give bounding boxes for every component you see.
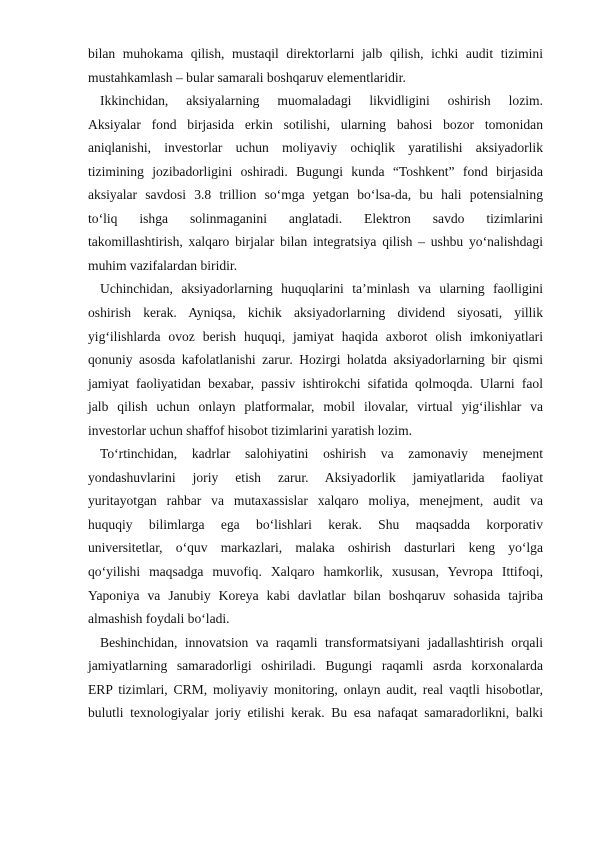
text-line: jamiyat faoliyatidan bexabar, passiv ishtirokchi sifatida qolmoqda. Ularni faol [88, 375, 543, 391]
text-line: aksiyalar savdosi 3.8 trillion so‘mga yetgan bo‘lsa-da, bu hali potensialning [88, 187, 543, 203]
text-line: jamiyatlarning samaradorligi oshiriladi. Bugungi raqamli asrda korxonalarda [88, 658, 543, 674]
text-line: qo‘yilishi maqsadga muvofiq. Xalqaro hamkorlik, xususan, Yevropa Ittifoqi, [88, 564, 543, 580]
text-line: oshirish kerak. Ayniqsa, kichik aksiyadorlarning dividend siyosati, yillik [88, 305, 543, 321]
text-line: Yaponiya va Janubiy Koreya kabi davlatlar bilan boshqaruv sohasida tajriba [88, 587, 543, 603]
text-line: huquqiy bilimlarga ega bo‘lishlari kerak. Shu maqsadda korporativ [88, 516, 543, 532]
document-page [88, 42, 543, 725]
text-line: yondashuvlarini joriy etish zarur. Aksiyadorlik jamiyatlarida faoliyat [88, 469, 543, 485]
text-line: ERP tizimlari, CRM, moliyaviy monitoring, onlayn audit, real vaqtli hisobotlar, [88, 681, 543, 697]
text-line: Ikkinchidan, aksiyalarning muomaladagi likvidligini oshirish lozim. [100, 93, 543, 109]
text-line: Uchinchidan, aksiyadorlarning huquqlarini ta’minlash va ularning faolligini [100, 281, 543, 297]
text-line: yig‘ilishlarda ovoz berish huquqi, jamiyat haqida axborot olish imkoniyatlari [88, 328, 543, 344]
text-line: jalb qilish uchun onlayn platformalar, mobil ilovalar, virtual yig‘ilishlar va [88, 399, 543, 415]
text-line: to‘liq ishga solinmaganini anglatadi. Elektron savdo tizimlarini [88, 210, 543, 226]
text-line: qonuniy asosda kafolatlanishi zarur. Hozirgi holatda aksiyadorlarning bir qismi [88, 352, 543, 368]
text-line: bulutli texnologiyalar joriy etilishi kerak. Bu esa nafaqat samaradorlikni, balki [88, 705, 543, 721]
text-line: yuritayotgan rahbar va mutaxassislar xalqaro moliya, menejment, audit va [88, 493, 543, 509]
text-line: Beshinchidan, innovatsion va raqamli transformatsiyani jadallashtirish orqali [100, 634, 543, 650]
text-line: Aksiyalar fond birjasida erkin sotilishi, ularning bahosi bozor tomonidan [88, 116, 543, 132]
text-line: investorlar uchun shaffof hisobot tizimlarini yaratish lozim. [88, 422, 413, 438]
text-line: bilan muhokama qilish, mustaqil direktorlarni jalb qilish, ichki audit tizimini [88, 46, 543, 61]
text-line: takomillashtirish, xalqaro birjalar bilan integratsiya qilish – ushbu yo‘nalishdagi [88, 234, 543, 250]
text-line: To‘rtinchidan, kadrlar salohiyatini oshirish va zamonaviy menejment [100, 446, 543, 462]
text-line: mustahkamlash – bular samarali boshqaruv elementlaridir. [88, 69, 406, 85]
text-line: muhim vazifalardan biridir. [88, 257, 238, 273]
text-line: almashish foydali bo‘ladi. [88, 611, 230, 627]
text-line: tizimining jozibadorligini oshiradi. Bugungi kunda “Toshkent” fond birjasida [88, 163, 543, 179]
text-line: aniqlanishi, investorlar uchun moliyaviy ochiqlik yaratilishi aksiyadorlik [88, 140, 543, 156]
text-line: universitetlar, o‘quv markazlari, malaka oshirish dasturlari keng yo‘lga [88, 540, 543, 556]
